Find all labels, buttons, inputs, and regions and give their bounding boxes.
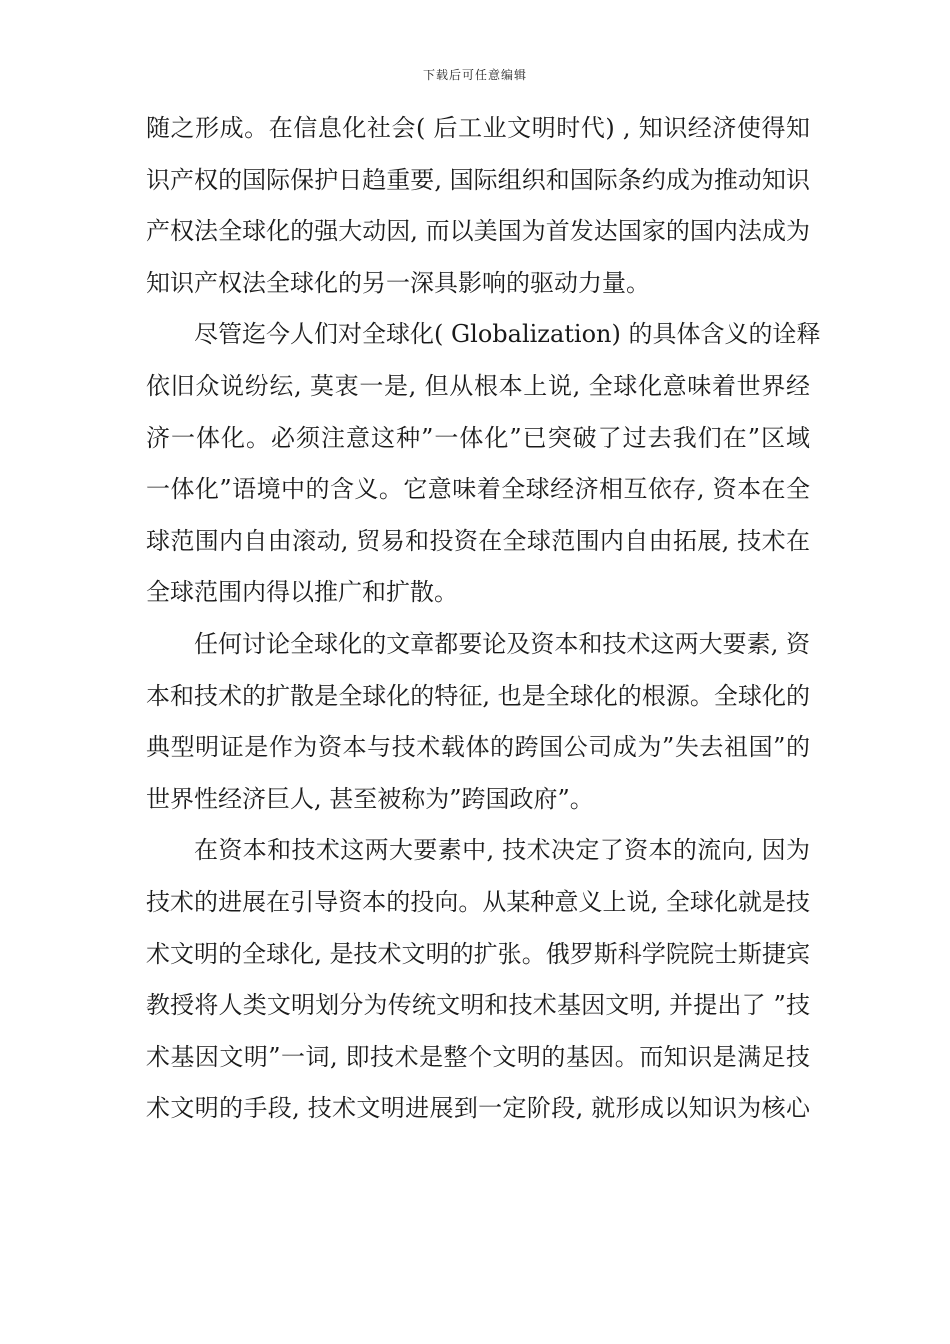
text-line: 任何讨论全球化的文章都要论及资本和技术这两大要素, 资 xyxy=(194,629,810,658)
text-line: 识产权的国际保护日趋重要, 国际组织和国际条约成为推动知识 xyxy=(146,165,810,194)
paragraph-1 xyxy=(146,103,810,309)
text-line: 教授将人类文明划分为传统文明和技术基因文明, 并提出了 ”技 xyxy=(146,991,810,1020)
page-header: 下载后可任意编辑 xyxy=(422,68,527,82)
paragraph-4 xyxy=(146,825,810,1135)
document-body xyxy=(146,103,821,1135)
text-line: 全球范围内得以推广和扩散。 xyxy=(146,578,458,607)
text-line: 济一体化。必须注意这种”一体化”已突破了过去我们在”区域 xyxy=(146,423,810,452)
text-line: 知识产权法全球化的另一深具影响的驱动力量。 xyxy=(146,268,650,297)
paragraph-3 xyxy=(146,619,810,825)
text-line: 依旧众说纷纭, 莫衷一是, 但从根本上说, 全球化意味着世界经 xyxy=(146,371,810,400)
text-line: 术文明的手段, 技术文明进展到一定阶段, 就形成以知识为核心 xyxy=(146,1094,810,1123)
text-line: 一体化”语境中的含义。它意味着全球经济相互依存, 资本在全 xyxy=(146,475,810,504)
text-line: 典型明证是作为资本与技术载体的跨国公司成为”失去祖国”的 xyxy=(146,733,810,762)
text-line: 术基因文明”一词, 即技术是整个文明的基因。而知识是满足技 xyxy=(146,1042,810,1071)
paragraph-2 xyxy=(146,309,821,619)
text-line: 产权法全球化的强大动因, 而以美国为首发达国家的国内法成为 xyxy=(146,217,810,246)
text-line: 随之形成。在信息化社会( 后工业文明时代) , 知识经济使得知 xyxy=(146,114,810,142)
text-line: 本和技术的扩散是全球化的特征, 也是全球化的根源。全球化的 xyxy=(146,681,810,710)
text-line: 术文明的全球化, 是技术文明的扩张。俄罗斯科学院院士斯捷宾 xyxy=(146,939,810,968)
text-line: 球范围内自由滚动, 贸易和投资在全球范围内自由拓展, 技术在 xyxy=(146,526,810,555)
text-line: 技术的进展在引导资本的投向。从某种意义上说, 全球化就是技 xyxy=(146,887,810,916)
text-line: 世界性经济巨人, 甚至被称为”跨国政府”。 xyxy=(146,784,594,813)
text-line: 在资本和技术这两大要素中, 技术决定了资本的流向, 因为 xyxy=(194,836,810,865)
text-line: 尽管迄今人们对全球化( Globalization) 的具体含义的诠释 xyxy=(194,320,821,349)
